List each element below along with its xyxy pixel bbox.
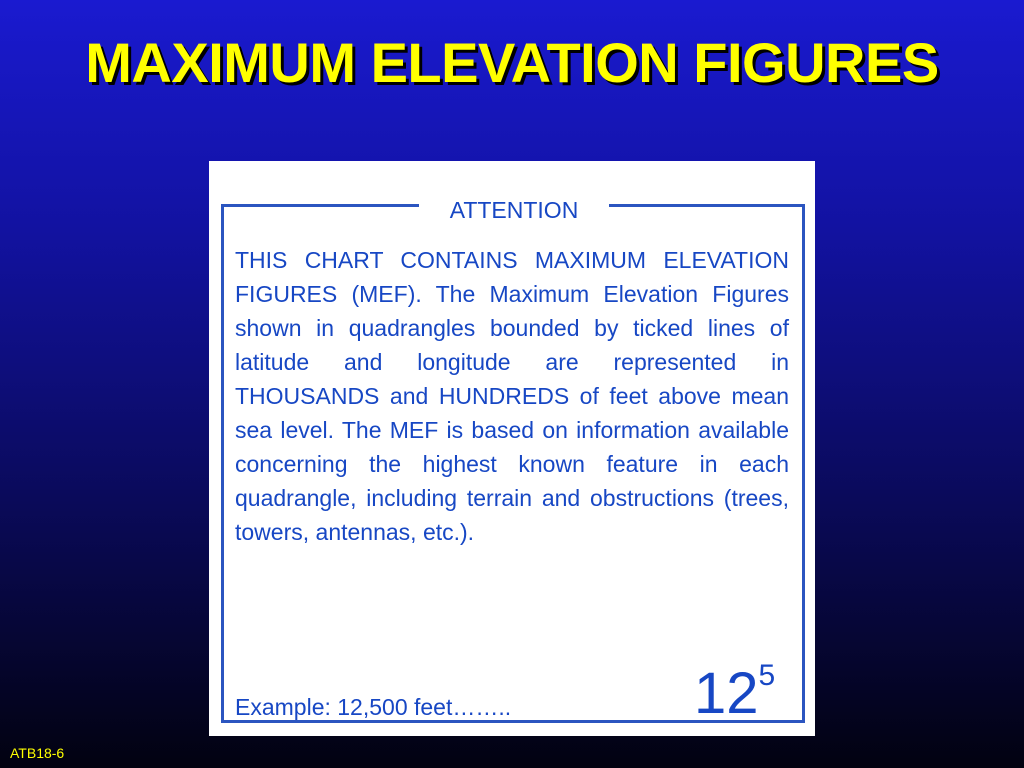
slide-title: MAXIMUM ELEVATION FIGURES — [85, 31, 939, 94]
notice-body-text: THIS CHART CONTAINS MAXIMUM ELEVATION FIGURES (MEF). The Maximum Elevation Figures shown in quadrangles bounded by ticked lines of latitude and longitude are represented in THOUSANDS and HUNDREDS of feet above mean sea level. The MEF is based on information available concerning the highest known feature in each quadrangle, including terrain and obstructions (trees, towers, antennas, etc.). — [235, 247, 789, 545]
slide-id: ATB18-6 — [10, 745, 65, 761]
mef-notice-panel — [209, 161, 815, 736]
example-mef-value — [694, 661, 775, 727]
example-thousands: 12 — [694, 661, 759, 726]
example-hundreds: 5 — [758, 659, 776, 692]
example-label: Example: 12,500 feet…….. — [235, 694, 512, 720]
attention-heading: ATTENTION — [419, 196, 609, 224]
